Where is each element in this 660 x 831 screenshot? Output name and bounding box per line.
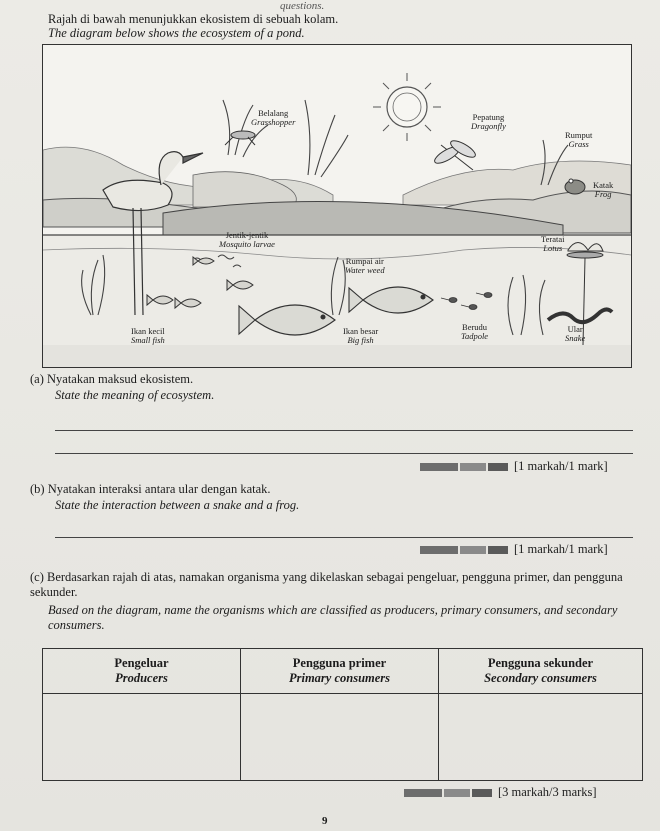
label-small-fish: Ikan kecil Small fish (131, 326, 165, 345)
intro-text (48, 12, 338, 40)
marks-c: [3 markah/3 marks] (404, 785, 597, 800)
organism-classification-table (42, 648, 643, 781)
question-c: (c) Berdasarkan rajah di atas, namakan organisma yang dikelaskan sebagai pengeluar, pengguna primer, dan pengguna sekunder. (30, 570, 623, 599)
header-primary-consumers: Pengguna primer Primary consumers (241, 649, 439, 694)
answer-line-b[interactable] (55, 537, 633, 538)
marks-a: [1 markah/1 mark] (420, 459, 608, 474)
header-cutoff-text: questions. (280, 0, 325, 12)
answer-cell-secondary-consumers[interactable] (439, 694, 643, 781)
page-number: 9 (322, 815, 328, 827)
intro-malay: Rajah di bawah menunjukkan ekosistem di sebuah kolam. (48, 12, 339, 26)
question-b: (b) Nyatakan interaksi antara ular dengan katak. (30, 482, 271, 496)
question-a-english: State the meaning of ecosystem. (55, 388, 215, 402)
question-b-english: State the interaction between a snake and a frog. (55, 498, 300, 512)
pond-ecosystem-diagram (42, 44, 632, 368)
label-grass: Rumput Grass (565, 130, 593, 149)
question-a: (a) Nyatakan maksud ekosistem. (30, 372, 194, 386)
label-big-fish: Ikan besar Big fish (343, 326, 379, 345)
question-c-english: Based on the diagram, name the organisms which are classified as producers, primary consumers, and secondary consumers. (48, 603, 618, 632)
label-dragonfly: Pepatung Dragonfly (471, 112, 506, 131)
label-grasshopper: Belalang Grasshopper (251, 108, 296, 127)
pond-illustration (43, 45, 631, 367)
label-snake: Ular Snake (565, 324, 586, 343)
marks-b: [1 markah/1 mark] (420, 542, 608, 557)
answer-cell-primary-consumers[interactable] (241, 694, 439, 781)
answer-cell-producers[interactable] (43, 694, 241, 781)
label-tadpole: Berudu Tadpole (461, 322, 489, 341)
assessment-tag (420, 545, 508, 554)
answer-line-a1[interactable] (55, 430, 633, 431)
answer-line-a2[interactable] (55, 453, 633, 454)
label-frog: Katak Frog (593, 180, 614, 199)
assessment-tag (404, 788, 492, 797)
label-lotus: Teratai Lotus (541, 234, 565, 253)
header-secondary-consumers: Pengguna sekunder Secondary consumers (439, 649, 643, 694)
header-producers: Pengeluar Producers (43, 649, 241, 694)
intro-english: The diagram below shows the ecosystem of a pond. (48, 26, 305, 40)
assessment-tag (420, 462, 508, 471)
label-mosquito-larvae: Jentik-jentik Mosquito larvae (219, 230, 275, 249)
label-water-weed: Rumpai air Water weed (345, 256, 385, 275)
